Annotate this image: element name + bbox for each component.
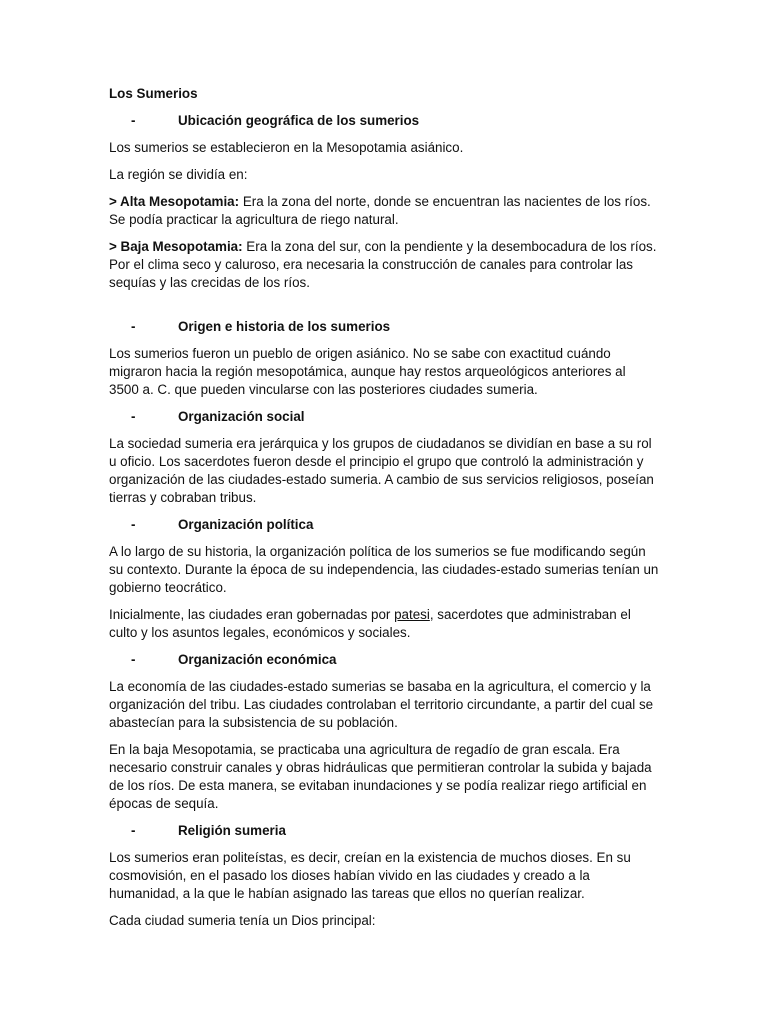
section-heading-economica (109, 651, 659, 669)
bullet-dash: - (131, 517, 136, 532)
section-heading-origen (109, 318, 659, 336)
paragraph: La economía de las ciudades-estado sumerias se basaba en la agricultura, el comercio y la organización del tribu. Las ciudades controlaban el territorio circundante, a partir del cual se abastecían para la subsistencia de su población. (109, 679, 654, 730)
bullet-dash: - (131, 409, 136, 424)
paragraph-patesi (109, 606, 659, 642)
document-title: Los Sumerios (109, 86, 198, 101)
section-heading-ubicacion (109, 112, 659, 130)
text: , sacerdotes que administraban el culto y los asuntos legales, económicos y sociales. (109, 607, 631, 640)
paragraph: En la baja Mesopotamia, se practicaba una agricultura de regadío de gran escala. Era necesario construir canales y obras hidráulicas que permitieran controlar la subida y bajada de los ríos. De esta manera, se evitaban inundaciones y se podía realizar riego artificial en épocas de sequía. (109, 742, 652, 811)
paragraph: La sociedad sumeria era jerárquica y los grupos de ciudadanos se dividían en base a su rol u oficio. Los sacerdotes fueron desde el principio el grupo que controló la administración y organización de las ciudades-estado sumeria. A cambio de sus servicios religiosos, poseían tierras y cobraban tribus. (109, 436, 654, 505)
bullet-dash: - (131, 652, 136, 667)
paragraph-alta-mesopotamia (109, 193, 659, 229)
section-heading-religion (109, 822, 659, 840)
bullet-dash: - (131, 113, 136, 128)
heading-text: Organización económica (178, 652, 337, 667)
term-label: > Baja Mesopotamia: (109, 239, 243, 254)
spacer (109, 301, 659, 318)
heading-text: Ubicación geográfica de los sumerios (178, 113, 420, 128)
bullet-dash: - (131, 823, 136, 838)
paragraph: A lo largo de su historia, la organización política de los sumerios se fue modificando según su contexto. Durante la época de su independencia, las ciudades-estado sumerias tenían un gobierno teocrático. (109, 544, 659, 595)
paragraph: Los sumerios fueron un pueblo de origen asiánico. No se sabe con exactitud cuándo migraron hacia la región mesopotámica, aunque hay restos arqueológicos anteriores al 3500 a. C. que pueden vincularse con las posteriores ciudades sumeria. (109, 346, 626, 397)
term-text: Era la zona del norte, donde se encuentran las nacientes de los ríos. Se podía practicar la agricultura de riego natural. (109, 194, 651, 227)
section-heading-social (109, 408, 659, 426)
patesi-link[interactable]: patesi (394, 607, 430, 622)
term-text: Era la zona del sur, con la pendiente y la desembocadura de los ríos. Por el clima seco y caluroso, era necesaria la construcción de canales para controlar las sequías y las crecidas de los ríos. (109, 239, 657, 290)
heading-text: Origen e historia de los sumerios (178, 319, 391, 334)
bullet-dash: - (131, 319, 136, 334)
heading-text: Organización social (178, 409, 305, 424)
paragraph: Los sumerios se establecieron en la Mesopotamia asiánico. (109, 140, 464, 155)
paragraph: Los sumerios eran politeístas, es decir, creían en la existencia de muchos dioses. En su cosmovisión, en el pasado los dioses habían vivido en las ciudades y creado a la humanidad, a la que le habían asignado las tareas que ellos no querían realizar. (109, 850, 631, 901)
text: Inicialmente, las ciudades eran gobernadas por (109, 607, 395, 622)
section-heading-politica (109, 516, 659, 534)
paragraph: La región se dividía en: (109, 167, 248, 182)
document-body (109, 85, 659, 939)
heading-text: Organización política (178, 517, 314, 532)
paragraph: Cada ciudad sumeria tenía un Dios principal: (109, 913, 376, 928)
paragraph-baja-mesopotamia (109, 238, 659, 292)
heading-text: Religión sumeria (178, 823, 286, 838)
term-label: > Alta Mesopotamia: (109, 194, 240, 209)
